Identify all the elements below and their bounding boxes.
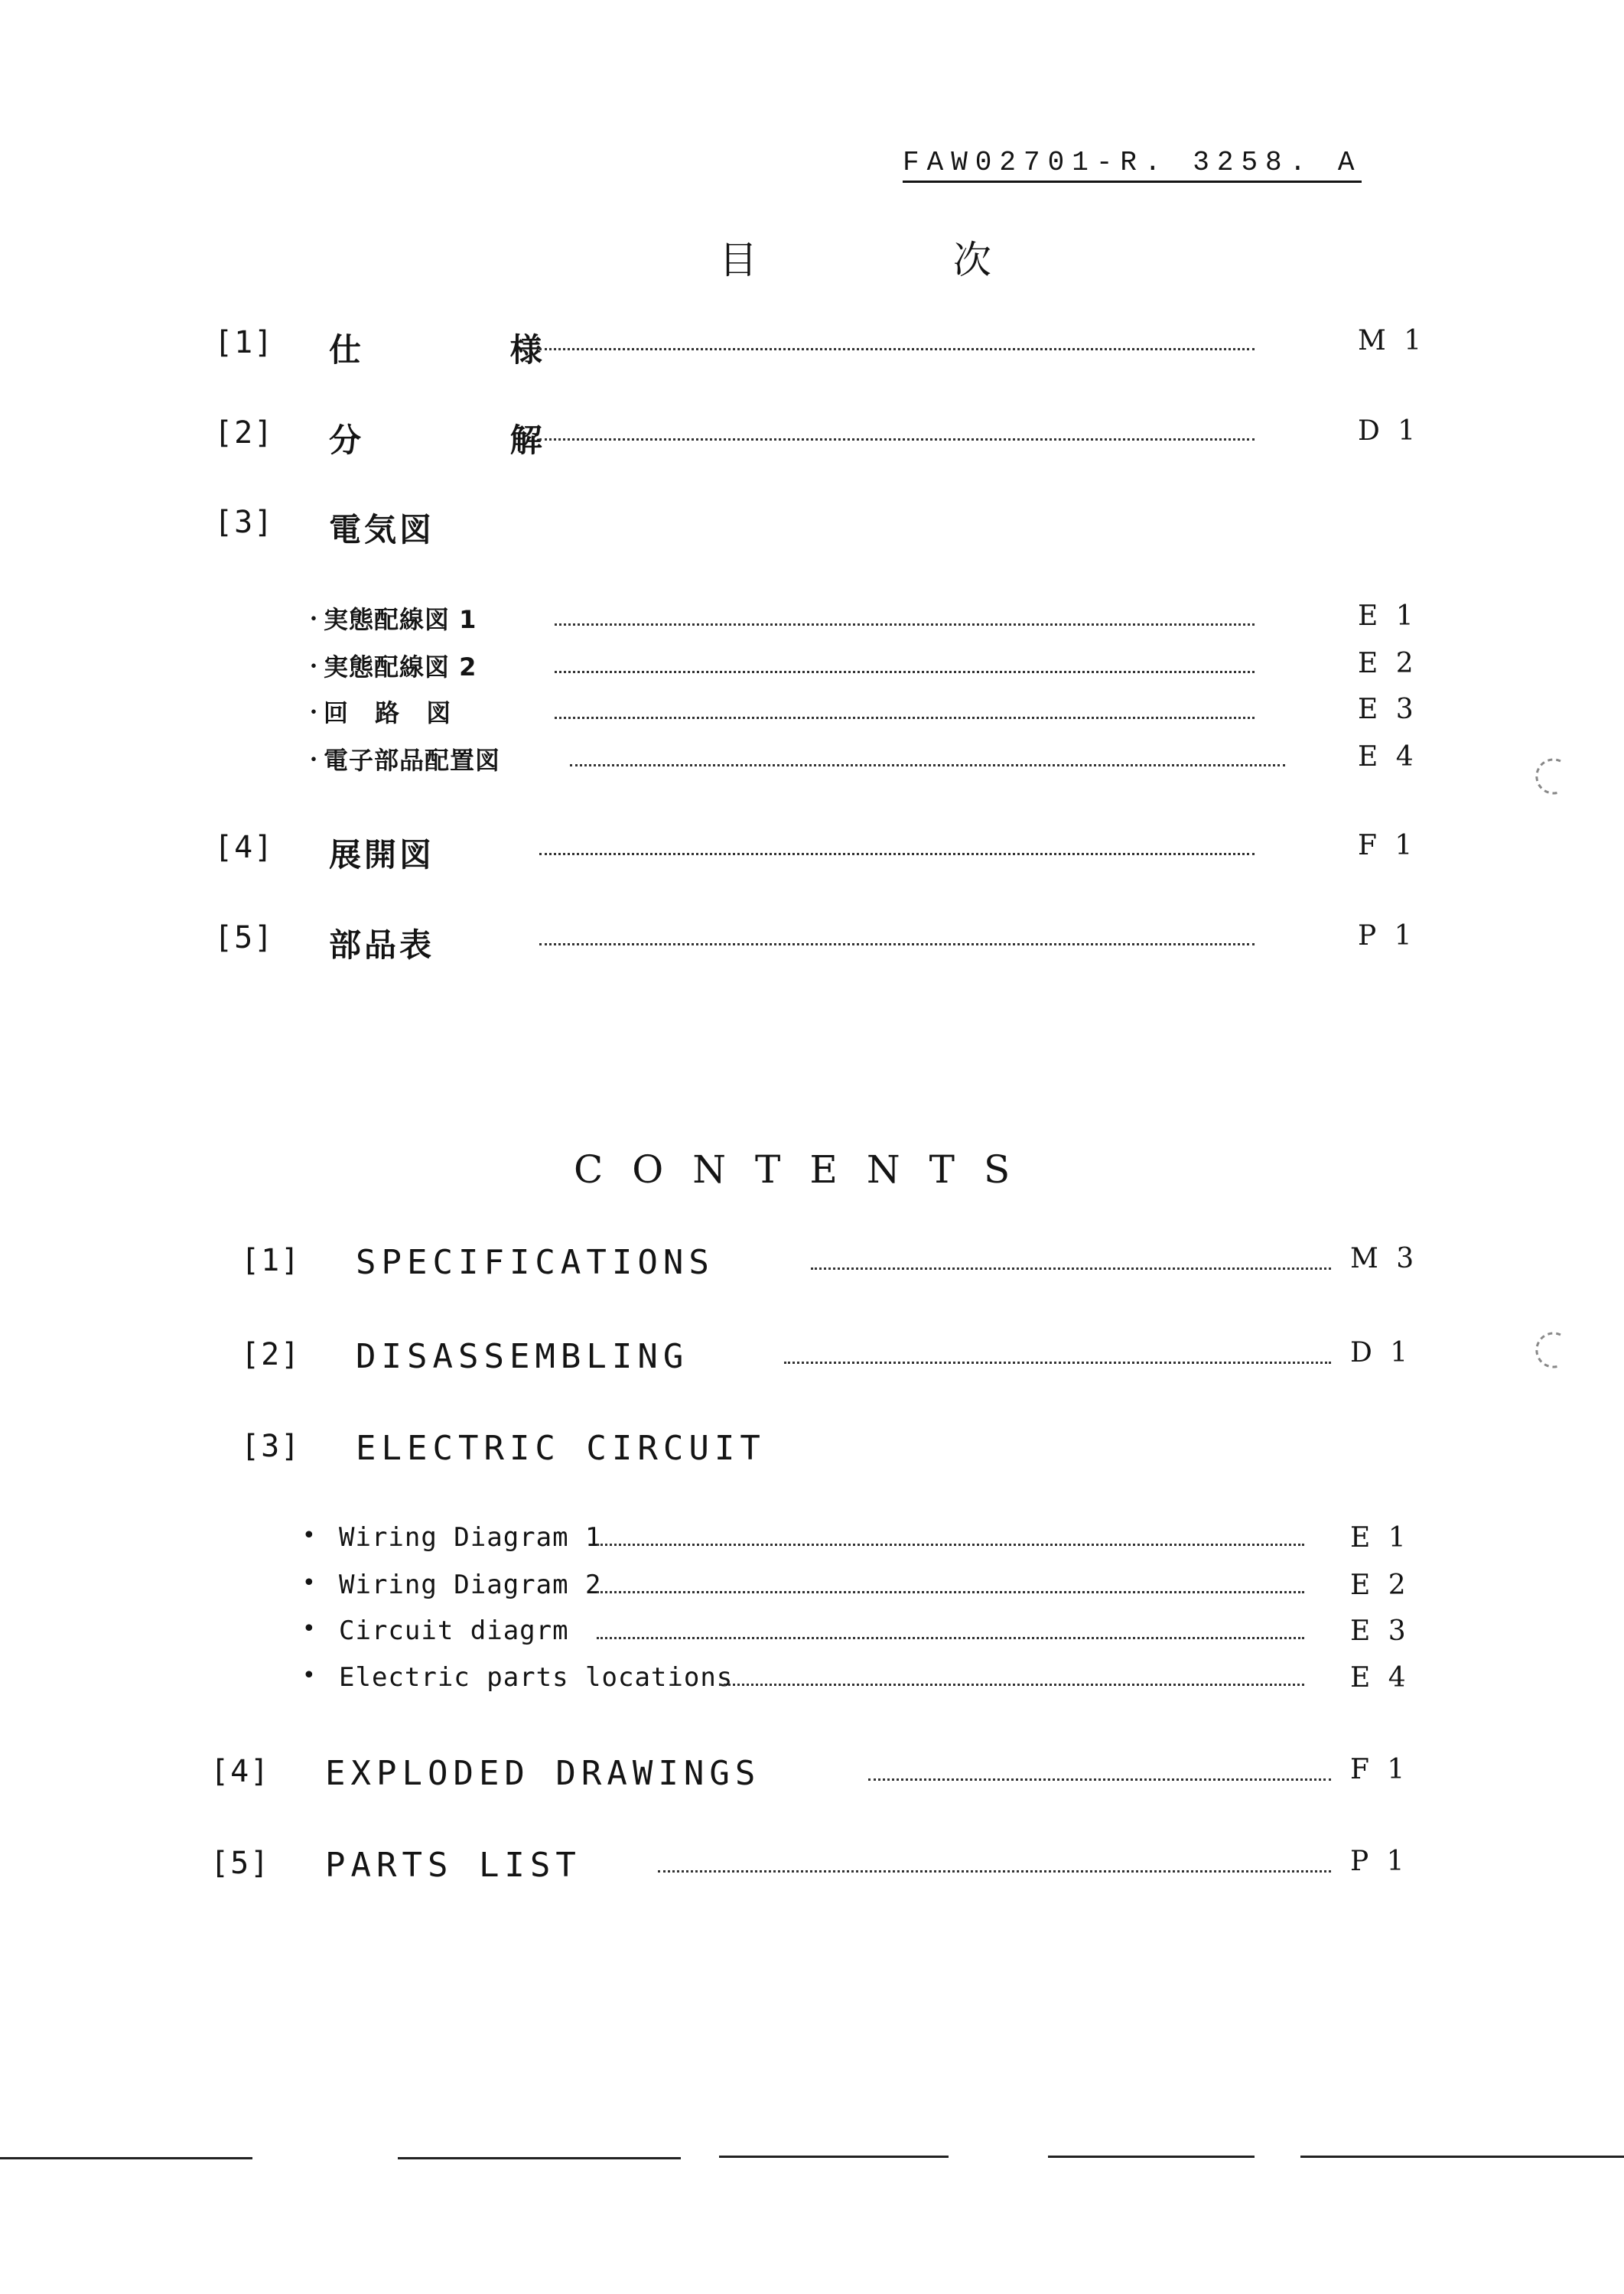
entry-label: Circuit diagrm — [339, 1616, 569, 1646]
en-toc-entry-1 — [241, 1243, 1419, 1289]
en-toc-subentry-4 — [302, 1662, 1411, 1708]
entry-label: 実態配線図 2 — [324, 652, 477, 682]
entry-number: [5] — [214, 920, 275, 955]
bullet: ・ — [302, 747, 325, 774]
dot-leader — [555, 671, 1255, 673]
dot-leader — [658, 1870, 1331, 1873]
entry-page: P 1 — [1358, 920, 1417, 952]
en-toc-entry-5 — [210, 1846, 1411, 1892]
jp-toc-subentry-3 — [302, 694, 1418, 740]
entry-page: P 1 — [1350, 1846, 1409, 1877]
en-toc-entry-4 — [210, 1754, 1411, 1800]
jp-toc-subentry-2 — [302, 648, 1418, 694]
entry-page: M 3 — [1350, 1243, 1419, 1274]
bullet: ・ — [302, 700, 325, 727]
entry-number: [1] — [214, 325, 275, 360]
dot-leader — [784, 1362, 1331, 1364]
dot-leader — [868, 1778, 1331, 1781]
jp-toc-entry-4 — [214, 830, 1417, 876]
entry-number: [2] — [214, 415, 275, 451]
bottom-rule-segment — [398, 2157, 681, 2159]
jp-toc-entry-2 — [214, 415, 1421, 461]
bottom-rule-segment — [1048, 2156, 1255, 2158]
entry-page: E 1 — [1358, 600, 1418, 632]
entry-label: 電気図 — [329, 511, 435, 548]
bottom-rule-segment — [1300, 2156, 1624, 2158]
entry-label: PARTS LIST — [325, 1846, 581, 1885]
entry-page: F 1 — [1350, 1754, 1410, 1785]
en-toc-subentry-3 — [302, 1616, 1411, 1661]
binder-hole-mark — [1530, 1327, 1576, 1373]
dot-leader — [555, 717, 1255, 719]
entry-label: 回 路 図 — [324, 698, 461, 727]
entry-label: Wiring Diagram 2 — [339, 1570, 602, 1600]
entry-page: F 1 — [1358, 830, 1417, 861]
entry-page: E 4 — [1350, 1662, 1411, 1694]
dot-leader — [539, 943, 1255, 945]
entry-label: 展開図 — [329, 836, 435, 874]
english-toc-title: CONTENTS — [574, 1147, 1040, 1192]
bottom-rule-segment — [719, 2156, 949, 2158]
japanese-toc-title: 目 次 — [719, 238, 1083, 282]
entry-page: E 2 — [1358, 648, 1418, 679]
jp-toc-entry-5 — [214, 920, 1417, 966]
entry-label: 電子部品配置図 — [324, 746, 501, 775]
entry-label: 実態配線図 1 — [324, 605, 477, 634]
entry-number: [4] — [210, 1754, 271, 1789]
dot-leader — [597, 1544, 1304, 1546]
jp-toc-subentry-1 — [302, 600, 1418, 646]
entry-number: [4] — [214, 830, 275, 865]
bottom-rule-segment — [0, 2157, 252, 2159]
dot-leader — [570, 764, 1285, 766]
entry-page: E 3 — [1358, 694, 1418, 725]
jp-toc-subentry-4 — [302, 741, 1418, 787]
entry-number: [2] — [241, 1337, 301, 1372]
dot-leader — [539, 438, 1255, 441]
entry-label: EXPLODED DRAWINGS — [325, 1754, 761, 1793]
en-toc-subentry-1 — [302, 1522, 1411, 1568]
document-id: FAW02701-R. 3258. A — [903, 147, 1362, 183]
jp-toc-entry-3 — [214, 505, 1408, 551]
bullet: • — [302, 1662, 316, 1689]
entry-number: [1] — [241, 1243, 301, 1278]
bullet: ・ — [302, 654, 325, 681]
dot-leader — [811, 1267, 1331, 1270]
entry-page: E 3 — [1350, 1616, 1411, 1647]
entry-label: Wiring Diagram 1 — [339, 1522, 602, 1553]
entry-label: DISASSEMBLING — [356, 1337, 689, 1376]
entry-label: 仕 様 — [329, 331, 611, 369]
en-toc-subentry-2 — [302, 1570, 1411, 1616]
dot-leader — [539, 853, 1255, 855]
dot-leader — [539, 348, 1255, 350]
dot-leader — [555, 623, 1255, 626]
entry-number: [3] — [214, 505, 275, 540]
dot-leader — [597, 1591, 1304, 1593]
entry-number: [5] — [210, 1846, 271, 1881]
entry-label: 分 解 — [329, 421, 611, 459]
bullet: • — [302, 1570, 316, 1596]
entry-page: D 1 — [1350, 1337, 1413, 1368]
en-toc-entry-3 — [241, 1429, 1411, 1475]
entry-page: D 1 — [1358, 415, 1421, 447]
dot-leader — [597, 1637, 1304, 1639]
entry-page: E 1 — [1350, 1522, 1411, 1554]
entry-page: E 4 — [1358, 741, 1418, 773]
bullet: ・ — [302, 607, 325, 633]
entry-number: [3] — [241, 1429, 301, 1464]
entry-label: 部品表 — [329, 926, 435, 964]
entry-label: Electric parts locations — [339, 1662, 734, 1693]
bullet: • — [302, 1616, 316, 1642]
entry-page: M 1 — [1358, 325, 1427, 356]
bullet: • — [302, 1522, 316, 1549]
en-toc-entry-2 — [241, 1337, 1411, 1383]
entry-page: E 2 — [1350, 1570, 1411, 1601]
dot-leader — [719, 1684, 1304, 1686]
entry-label: ELECTRIC CIRCUIT — [356, 1429, 766, 1468]
entry-label: SPECIFICATIONS — [356, 1243, 714, 1282]
jp-toc-entry-1 — [214, 325, 1427, 371]
binder-hole-mark — [1530, 753, 1576, 799]
